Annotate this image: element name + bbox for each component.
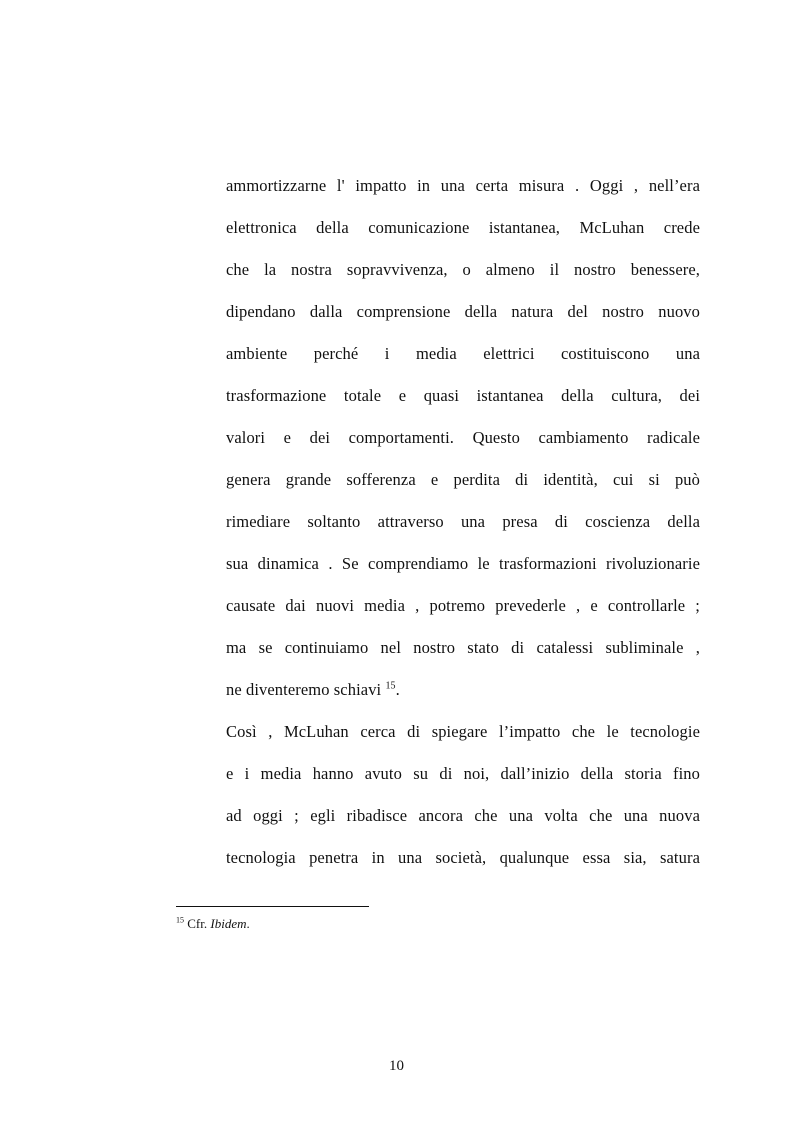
text-fragment: . (395, 680, 400, 699)
text-line: rimediare soltanto attraverso una presa di coscienza della (226, 512, 700, 531)
text-line: elettronica della comunicazione istantanea, McLuhan crede (226, 218, 700, 237)
text-line: ma se continuiamo nel nostro stato di catalessi subliminale , (226, 638, 700, 657)
footnote-italic-text: Ibidem (210, 916, 247, 931)
footnote-prefix: Cfr. (184, 916, 211, 931)
text-line: Così , McLuhan cerca di spiegare l’impatto che le tecnologie (226, 722, 700, 741)
text-line: ambiente perché i media elettrici costituiscono una (226, 344, 700, 363)
body-text (226, 165, 700, 879)
footnote-number: 15 (176, 915, 184, 925)
footnote-suffix: . (246, 916, 250, 931)
text-line: sua dinamica . Se comprendiamo le trasformazioni rivoluzionarie (226, 554, 700, 573)
text-line: e i media hanno avuto su di noi, dall’inizio della storia fino (226, 764, 700, 783)
text-fragment: ne diventeremo schiavi (226, 680, 386, 699)
footnote-separator (176, 906, 369, 907)
text-line: ammortizzarne l' impatto in una certa misura . Oggi , nell’era (226, 176, 700, 195)
text-line: che la nostra sopravvivenza, o almeno il nostro benessere, (226, 260, 700, 279)
text-line-paragraph-end (226, 669, 700, 711)
text-line: causate dai nuovi media , potremo prevederle , e controllarle ; (226, 596, 700, 615)
text-line: tecnologia penetra in una società, qualunque essa sia, satura (226, 848, 700, 867)
footnote (176, 915, 250, 933)
text-line: trasformazione totale e quasi istantanea della cultura, dei (226, 386, 700, 405)
page-number: 10 (389, 1058, 404, 1074)
text-line: dipendano dalla comprensione della natura del nostro nuovo (226, 302, 700, 321)
text-line: valori e dei comportamenti. Questo cambiamento radicale (226, 428, 700, 447)
text-line: genera grande sofferenza e perdita di identità, cui si può (226, 470, 700, 489)
footnote-reference[interactable]: 15 (385, 680, 396, 692)
text-line: ad oggi ; egli ribadisce ancora che una volta che una nuova (226, 806, 700, 825)
